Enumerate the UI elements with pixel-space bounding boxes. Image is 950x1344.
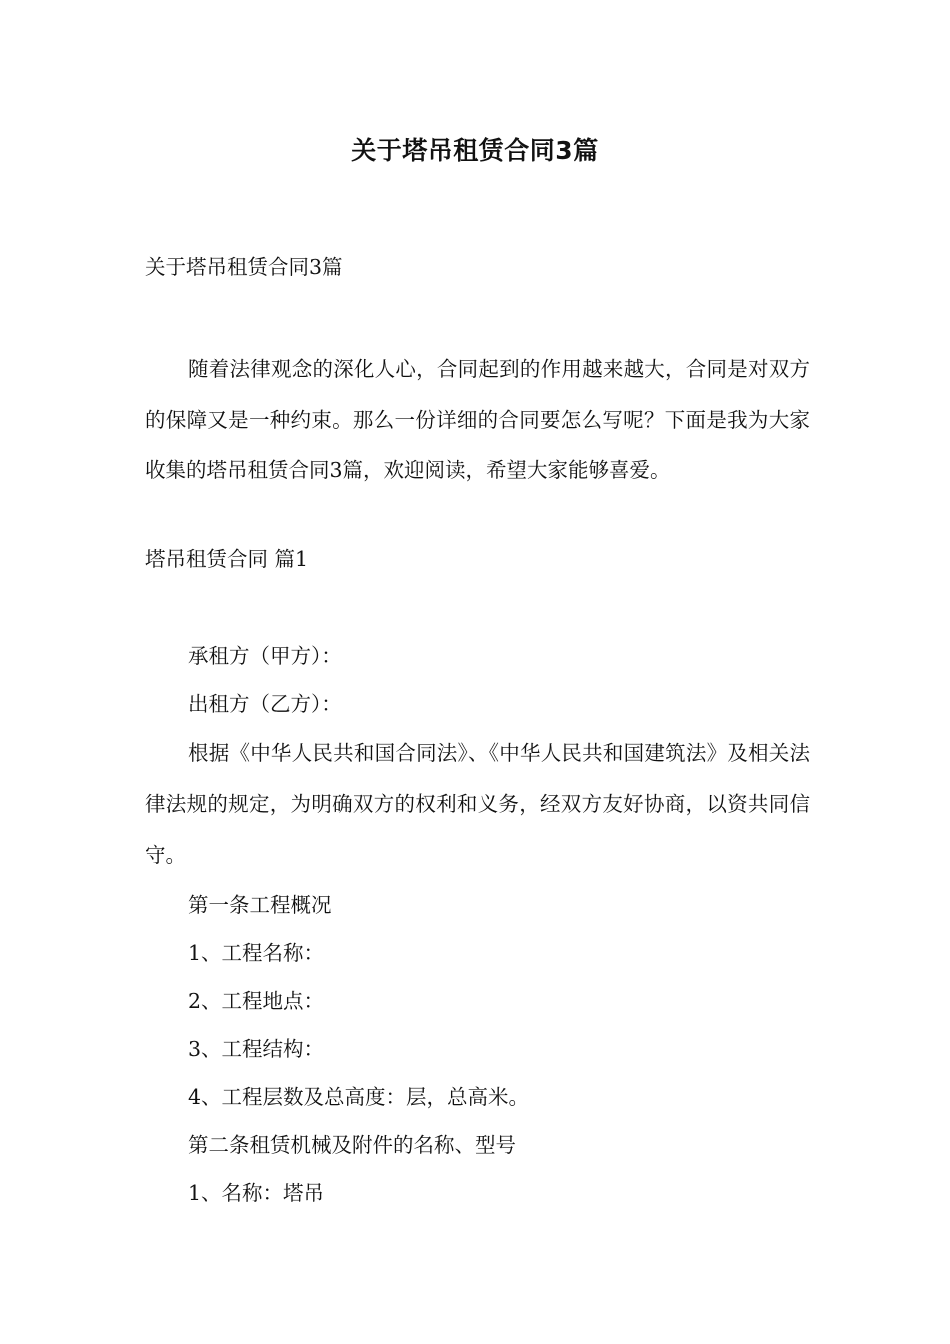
clause-project-structure: 3、工程结构： (188, 1037, 325, 1061)
clause-project-floors: 4、工程层数及总高度：层，总高米。 (188, 1085, 530, 1109)
clause-lessor: 出租方（乙方）： (188, 692, 342, 716)
document-subtitle: 关于塔吊租赁合同3篇 (145, 255, 343, 279)
article-2-heading: 第二条租赁机械及附件的名称、型号 (188, 1133, 516, 1157)
contract-clauses (145, 632, 810, 1217)
clause-project-location: 2、工程地点： (188, 989, 325, 1013)
article-1-heading: 第一条工程概况 (188, 893, 332, 917)
section-heading: 塔吊租赁合同 篇1 (145, 547, 309, 571)
clause-equipment-name: 1、名称：塔吊 (188, 1181, 325, 1205)
clause-lessee: 承租方（甲方）： (188, 644, 342, 668)
document-title: 关于塔吊租赁合同3篇 (351, 136, 599, 165)
clause-legal-basis: 根据《中华人民共和国合同法》、《中华人民共和国建筑法》及相关法律法规的规定，为明确双方的权利和义务，经双方友好协商，以资共同信守。 (145, 741, 810, 867)
clause-project-name: 1、工程名称： (188, 941, 325, 965)
intro-paragraph: 随着法律观念的深化人心，合同起到的作用越来越大，合同是对双方的保障又是一种约束。那么一份详细的合同要怎么写呢？下面是我为大家收集的塔吊租赁合同3篇，欢迎阅读，希望大家能够喜爱。 (145, 357, 810, 482)
